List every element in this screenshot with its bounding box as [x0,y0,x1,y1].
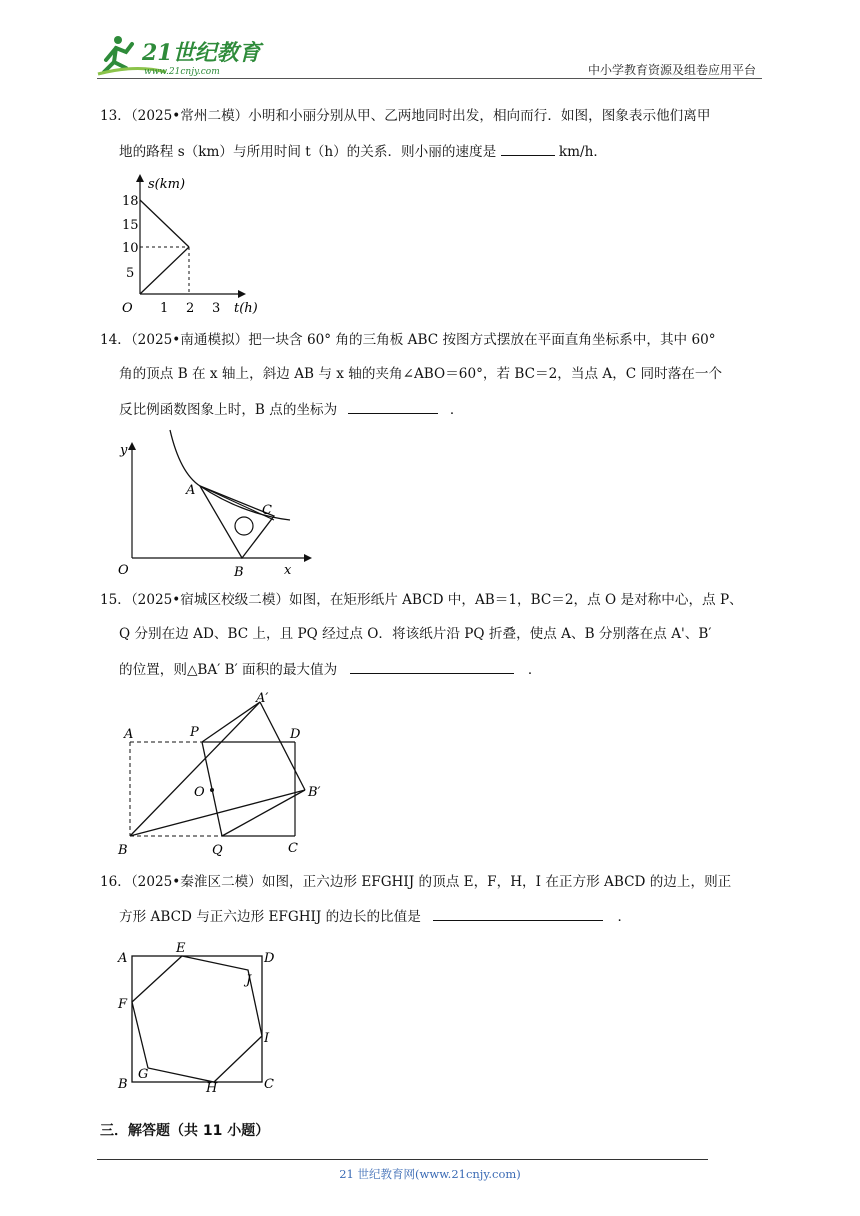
q13-line-2-text: 地的路程 s（km）与所用时间 t（h）的关系．则小丽的速度是 [119,144,497,160]
q13-y-tick-15: 15 [122,218,139,233]
q14-line-3-text: 反比例函数图象上时，B 点的坐标为 [119,402,338,418]
footer-divider [97,1159,708,1160]
q15-line-3-text: 的位置，则△BA′ B′ 面积的最大值为 [119,662,338,678]
q15-label-A: A [124,727,134,742]
q15-label-A-prime: A′ [256,691,269,706]
q15-label-B: B [118,843,128,858]
q14-label-C: C [262,503,272,518]
q13-y-tick-10: 10 [122,241,139,256]
q15-line-3 [119,659,541,680]
site-logo [96,30,266,80]
q16-label-B: B [118,1077,128,1092]
q14-label-B: B [234,565,244,578]
q16-line-2-text: 方形 ABCD 与正六边形 EFGHIJ 的边长的比值是 [119,909,421,925]
q13-origin: O [122,301,133,316]
q13-y-tick-5: 5 [126,266,135,281]
logo-text: 21世纪教育 [142,40,261,66]
q15-label-O: O [194,785,205,800]
q16-answer-blank[interactable] [433,906,603,921]
header-divider [97,78,762,79]
q13-unit: km/h． [558,144,607,160]
q13-line-1: 13．（2025•常州二模）小明和小丽分别从甲、乙两地同时出发，相向而行．如图，图象表示他们离甲 [100,108,711,124]
footer-link[interactable]: 21 世纪教育网(www.21cnjy.com) [339,1167,521,1181]
q15-answer-blank[interactable] [350,659,514,674]
q13-x-tick-2: 2 [186,301,195,316]
section-heading: 三．解答题（共 11 小题） [100,1123,270,1139]
q16-label-A: A [118,951,128,966]
q14-label-O: O [118,563,129,578]
q15-label-C: C [288,841,298,856]
q16-label-C: C [264,1077,274,1092]
q13-x-tick-1: 1 [160,301,169,316]
q16-label-J: J [246,973,252,988]
q16-label-I: I [264,1031,270,1046]
q15-period: ． [527,662,542,678]
q15-label-Q: Q [212,843,223,858]
q14-label-A: A [186,483,196,498]
q14-x-axis-label: x [284,563,292,578]
q14-line-2: 角的顶点 B 在 x 轴上，斜边 AB 与 x 轴的夹角∠ABO＝60°，若 BC＝2，当点 A，C 同时落在一个 [119,366,723,382]
q16-period: ． [617,909,632,925]
q16-label-D: D [264,951,275,966]
q15-line-2: Q 分别在边 AD、BC 上，且 PQ 经过点 O．将该纸片沿 PQ 折叠，使点 A、B 分别落在点 A'、B′ [119,626,712,642]
q13-line-2 [119,141,607,162]
q14-answer-blank[interactable] [348,399,438,414]
q13-y-tick-18: 18 [122,194,139,209]
q16-label-G: G [138,1067,149,1082]
q15-figure [112,690,332,860]
q13-answer-blank[interactable] [501,141,555,156]
q13-y-axis-label: s(km) [148,177,186,192]
q15-line-1: 15．（2025•宿城区校级二模）如图，在矩形纸片 ABCD 中，AB＝1，BC＝2，点 O 是对称中心，点 P、 [100,592,743,608]
q16-label-H: H [206,1081,218,1092]
q14-line-1: 14．（2025•南通模拟）把一块含 60° 角的三角板 ABC 按图方式摆放在平面直角坐标系中，其中 60° [100,332,716,348]
q13-graph [110,172,270,322]
logo-url: www.21cnjy.com [144,67,220,77]
q16-line-1: 16．（2025•秦淮区二模）如图，正六边形 EFGHIJ 的顶点 E，F，H，I 在正方形 ABCD 的边上，则正 [100,874,732,890]
q13-x-tick-3: 3 [212,301,221,316]
q16-label-F: F [118,997,128,1012]
q14-y-axis-label: y [120,443,128,458]
q16-label-E: E [176,941,186,956]
q16-line-2 [119,906,631,927]
q16-figure [112,940,292,1092]
q15-label-B-prime: B′ [308,785,321,800]
q15-label-P: P [190,725,199,740]
header-tagline: 中小学教育资源及组卷应用平台 [587,63,756,77]
q14-graph [112,428,322,578]
q14-period: ． [449,402,464,418]
q15-label-D: D [290,727,301,742]
q14-line-3 [119,399,463,420]
q13-x-axis-label: t(h) [234,301,258,316]
